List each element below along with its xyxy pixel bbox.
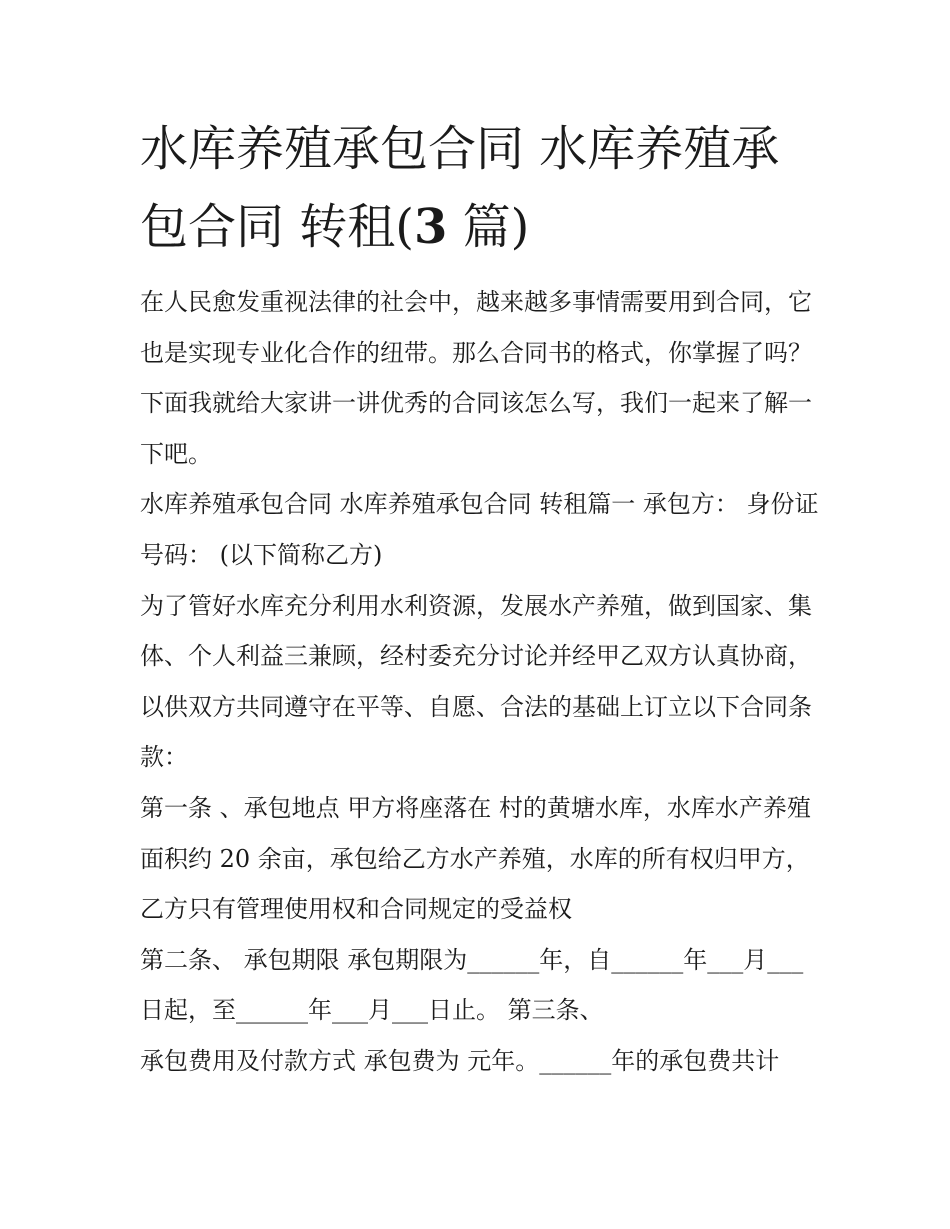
paragraph-purpose: 为了管好水库充分利用水利资源，发展水产养殖，做到国家、集体、个人利益三兼顾，经村委充分讨论并经甲乙双方认真协商，以供双方共同遵守在平等、自愿、合法的基础上订立以下合同条款： [140,591,812,772]
document-body [140,277,820,1087]
title-text-part2: 篇) [447,199,530,255]
paragraph-article-3: 承包费用及付款方式 承包费为 元年。______年的承包费共计 [140,1046,780,1075]
title-count-number: 3 [414,199,448,255]
paragraph-contract-header: 水库养殖承包合同 水库养殖承包合同 转租篇一 承包方： 身份证号码： (以下简称乙方) [140,490,819,569]
paragraph-intro: 在人民愈发重视法律的社会中，越来越多事情需要用到合同，它也是实现专业化合作的纽带。那么合同书的格式，你掌握了吗？下面我就给大家讲一讲优秀的合同该怎么写，我们一起来了解一下吧。 [140,288,812,468]
document-title [140,110,820,266]
title-text-part1: 水库养殖承包合同 水库养殖承包合同 转租( [140,121,780,255]
paragraph-article-1: 第一条 、承包地点 甲方将座落在 村的黄塘水库，水库水产养殖面积约 20 余亩，承包给乙方水产养殖，水库的所有权归甲方，乙方只有管理使用权和合同规定的受益权 [140,793,811,924]
paragraph-article-2: 第二条、 承包期限 承包期限为______年，自______年___月___日起，至______年___月___日止。 第三条、 [140,945,804,1025]
